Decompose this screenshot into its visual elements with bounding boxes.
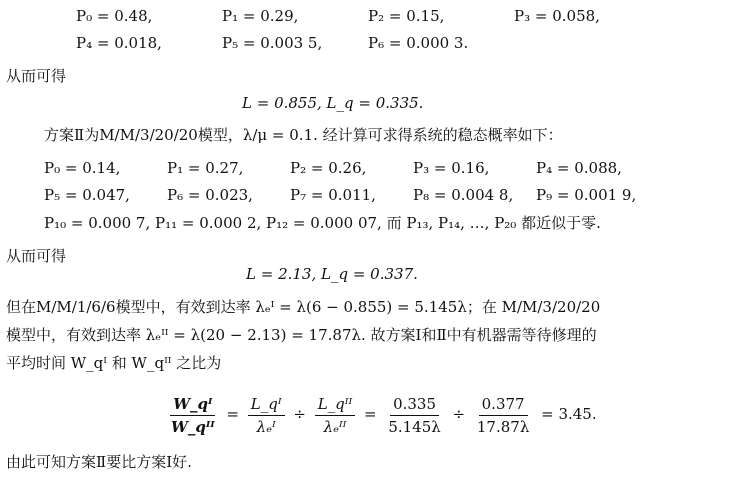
frac-l1-lambda1 (248, 395, 285, 436)
frac-n2-num: 0.377 (479, 395, 528, 416)
prob2-p8: P₈ = 0.004 8, (413, 186, 514, 204)
prob-row-1 (76, 6, 600, 26)
frac-w-ratio (168, 395, 218, 436)
frac-n2-den: 17.87λ (476, 417, 530, 436)
prob2-p2: P₂ = 0.26, (290, 159, 367, 177)
hence-text-2: 从而可得 (6, 247, 67, 265)
prob2-p4: P₄ = 0.088, (536, 159, 622, 177)
prob2-p9: P₉ = 0.001 9, (536, 186, 637, 204)
frac-l2-lambda2 (315, 395, 356, 436)
frac-w-den: W_qᴵᴵ (171, 417, 215, 436)
hence-text-1: 从而可得 (6, 67, 67, 85)
prob-p0: P₀ = 0.48, (76, 7, 153, 25)
formula-1: L = 0.855, L_q = 0.335. (242, 94, 424, 112)
prob-row-2 (76, 33, 468, 53)
prob2-row-2 (44, 185, 636, 205)
prob-p4: P₄ = 0.018, (76, 34, 162, 52)
frac-n1 (385, 395, 443, 436)
frac-l2-den: λₑᴵᴵ (323, 417, 347, 436)
ratio-equation: $\frac{\text{W\_qᴵ}}{\text{W\_qᴵᴵ}}$ = $\frac{\text{L\_qᴵ}}{\text{λₑᴵ}}$ ÷ $\frac{\text{L\_qᴵᴵ}}{\text{λₑᴵᴵ}}$ = $\frac{0.335}{5.145\lambda}$ ÷ $\frac{0.377}{17.87\lambda}$ = 3.45. (164, 392, 597, 436)
formula-2: L = 2.13, L_q = 0.337. (246, 265, 418, 283)
frac-n1-den: 5.145λ (388, 417, 441, 436)
paragraph-line-2: 模型中，有效到达率 λₑᴵᴵ = λ(20 − 2.13) = 17.87λ. 故方案Ⅰ和Ⅱ中有机器需等待修理的 (6, 326, 597, 344)
frac-l1-num: L_qᴵ (248, 395, 285, 416)
prob-p6: P₆ = 0.000 3. (368, 34, 469, 52)
frac-l1-den: λₑᴵ (256, 417, 276, 436)
ratio-result: 3.45. (558, 405, 597, 423)
prob2-p0: P₀ = 0.14, (44, 159, 121, 177)
frac-n2 (474, 395, 532, 436)
prob2-row-3: P₁₀ = 0.000 7, P₁₁ = 0.000 2, P₁₂ = 0.000 07, 而 P₁₃, P₁₄, …, P₂₀ 都近似于零. (44, 214, 601, 232)
prob2-p5: P₅ = 0.047, (44, 186, 130, 204)
prob-p2: P₂ = 0.15, (368, 7, 445, 25)
frac-w-num: W_qᴵ (170, 395, 215, 416)
prob2-p7: P₇ = 0.011, (290, 186, 376, 204)
prob2-p3: P₃ = 0.16, (413, 159, 490, 177)
prob2-row-1 (44, 158, 622, 178)
prob-p3: P₃ = 0.058, (514, 7, 600, 25)
prob2-p6: P₆ = 0.023, (167, 186, 253, 204)
prob2-p1: P₁ = 0.27, (167, 159, 244, 177)
prob-p5: P₅ = 0.003 5, (222, 34, 323, 52)
frac-l2-num: L_qᴵᴵ (315, 395, 356, 416)
conclusion: 由此可知方案Ⅱ要比方案Ⅰ好. (6, 453, 192, 471)
frac-n1-num: 0.335 (390, 395, 439, 416)
paragraph-line-3: 平均时间 W_qᴵ 和 W_qᴵᴵ 之比为 (6, 354, 222, 372)
paragraph-line-1: 但在M/M/1/6/6模型中，有效到达率 λₑᴵ = λ(6 − 0.855) = 5.145λ；在 M/M/3/20/20 (6, 298, 601, 316)
plan2-intro: 方案Ⅱ为M/M/3/20/20模型，λ/μ = 0.1. 经计算可求得系统的稳态概率如下： (44, 126, 563, 144)
prob-p1: P₁ = 0.29, (222, 7, 299, 25)
